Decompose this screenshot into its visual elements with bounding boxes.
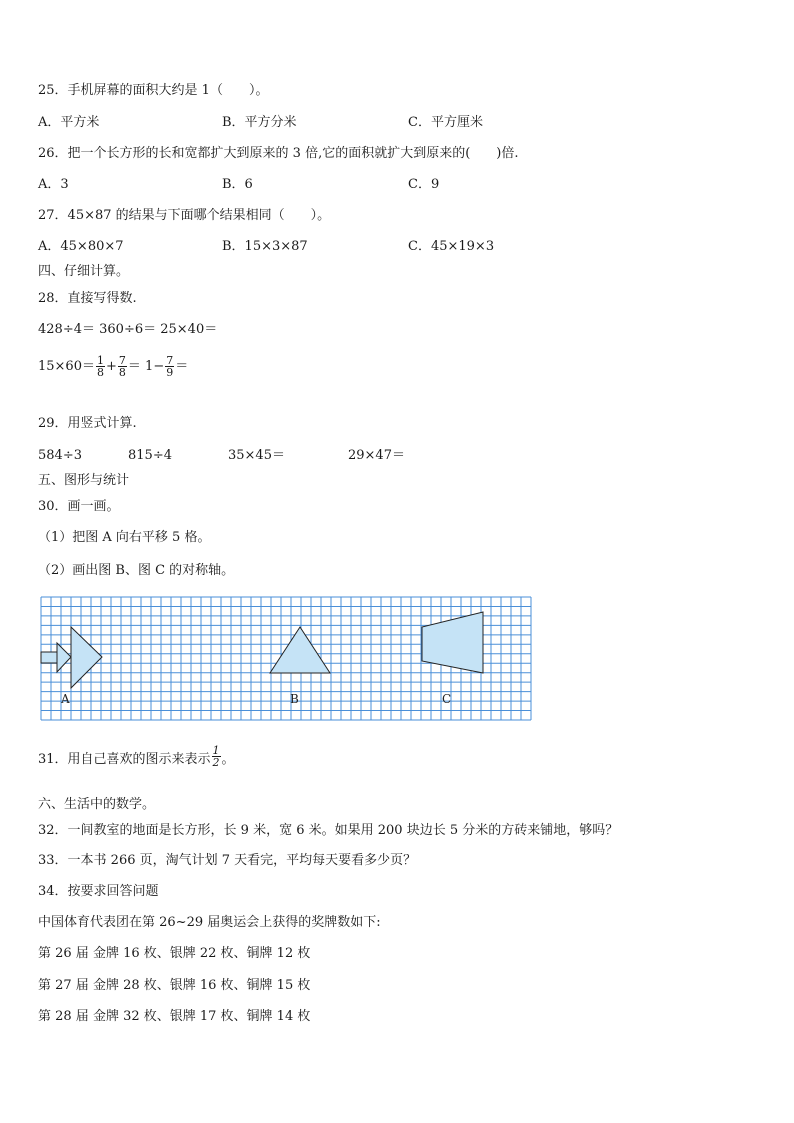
q29-stem: 29．用竖式计算. [38, 416, 137, 431]
q28-item-3: 25×40＝ [160, 322, 218, 337]
shape-a-large-triangle[interactable] [71, 627, 102, 688]
q28-item-4: 15×60＝ [38, 359, 95, 374]
q28-item-1: 428÷4＝ [38, 322, 95, 337]
shape-a-label: A [61, 692, 70, 706]
q25-option-a[interactable]: A．平方米 [38, 115, 100, 130]
q30-sub2: （2）画出图 B、图 C 的对称轴。 [38, 563, 235, 578]
q31-end: 。 [221, 752, 235, 767]
q29-item-3: 35×45＝ [228, 448, 285, 463]
q25-option-c[interactable]: C．平方厘米 [408, 115, 483, 130]
fraction-7-8: $\frac{7}{8}$ [118, 354, 126, 379]
q28-item-2: 360÷6＝ [99, 322, 157, 337]
equals-sign-2: ＝ [175, 359, 189, 374]
equals-sign: ＝ [127, 359, 141, 374]
medal-row-27: 第 27 届 金牌 28 枚、银牌 16 枚、铜牌 15 枚 [38, 978, 311, 993]
q25-stem: 25．手机屏幕的面积大约是 1（ ）。 [38, 83, 269, 98]
q28-stem: 28．直接写得数. [38, 291, 137, 306]
q25-option-b[interactable]: B．平方分米 [222, 115, 297, 130]
shape-a-rect[interactable] [41, 652, 57, 663]
medal-row-28: 第 28 届 金牌 32 枚、银牌 17 枚、铜牌 14 枚 [38, 1009, 311, 1024]
q27-option-c[interactable]: C．45×19×3 [408, 239, 495, 254]
fraction-1-8: $\frac{1}{8}$ [96, 354, 104, 379]
section-heading-5: 五、图形与统计 [38, 473, 130, 488]
shape-a-small-triangle[interactable] [57, 643, 71, 672]
q34-stem: 34．按要求回答问题 [38, 884, 159, 899]
q28-row2 [38, 353, 188, 381]
q34-intro: 中国体育代表团在第 26~29 届奥运会上获得的奖牌数如下: [38, 915, 381, 930]
q29-item-1: 584÷3 [38, 448, 82, 463]
section-heading-4: 四、仔细计算。 [38, 264, 130, 279]
q27-option-b[interactable]: B．15×3×87 [222, 239, 308, 254]
q26-option-b[interactable]: B．6 [222, 177, 253, 192]
q33-stem: 33．一本书 266 页，淘气计划 7 天看完，平均每天要看多少页？ [38, 853, 417, 868]
one-minus: 1− [145, 359, 165, 374]
fraction-7-9: $\frac{7}{9}$ [166, 354, 174, 379]
q31-line [38, 745, 235, 775]
q29-item-4: 29×47＝ [348, 448, 405, 463]
medal-row-26: 第 26 届 金牌 16 枚、银牌 22 枚、铜牌 12 枚 [38, 946, 311, 961]
q26-stem: 26．把一个长方形的长和宽都扩大到原来的 3 倍,它的面积就扩大到原来的( )倍. [38, 146, 519, 161]
q29-item-2: 815÷4 [128, 448, 172, 463]
shape-b-label: B [290, 692, 299, 706]
q27-stem: 27．45×87 的结果与下面哪个结果相同（ ）。 [38, 208, 331, 223]
q30-sub1: （1）把图 A 向右平移 5 格。 [38, 530, 211, 545]
q32-stem: 32．一间教室的地面是长方形，长 9 米，宽 6 米。如果用 200 块边长 5 分米的方砖来铺地，够吗？ [38, 823, 619, 838]
q26-option-c[interactable]: C．9 [408, 177, 440, 192]
fraction-1-2: $\frac{1}{2}$ [212, 744, 220, 769]
q31-stem: 31．用自己喜欢的图示来表示 [38, 752, 211, 767]
q26-option-a[interactable]: A．3 [38, 177, 69, 192]
plus-sign: + [105, 359, 117, 374]
shape-c-label: C [442, 692, 452, 706]
q28-row1 [38, 322, 217, 338]
grid-figure [40, 596, 532, 722]
section-heading-6: 六、生活中的数学。 [38, 797, 156, 812]
q30-stem: 30．画一画。 [38, 499, 120, 514]
q27-option-a[interactable]: A．45×80×7 [38, 239, 124, 254]
